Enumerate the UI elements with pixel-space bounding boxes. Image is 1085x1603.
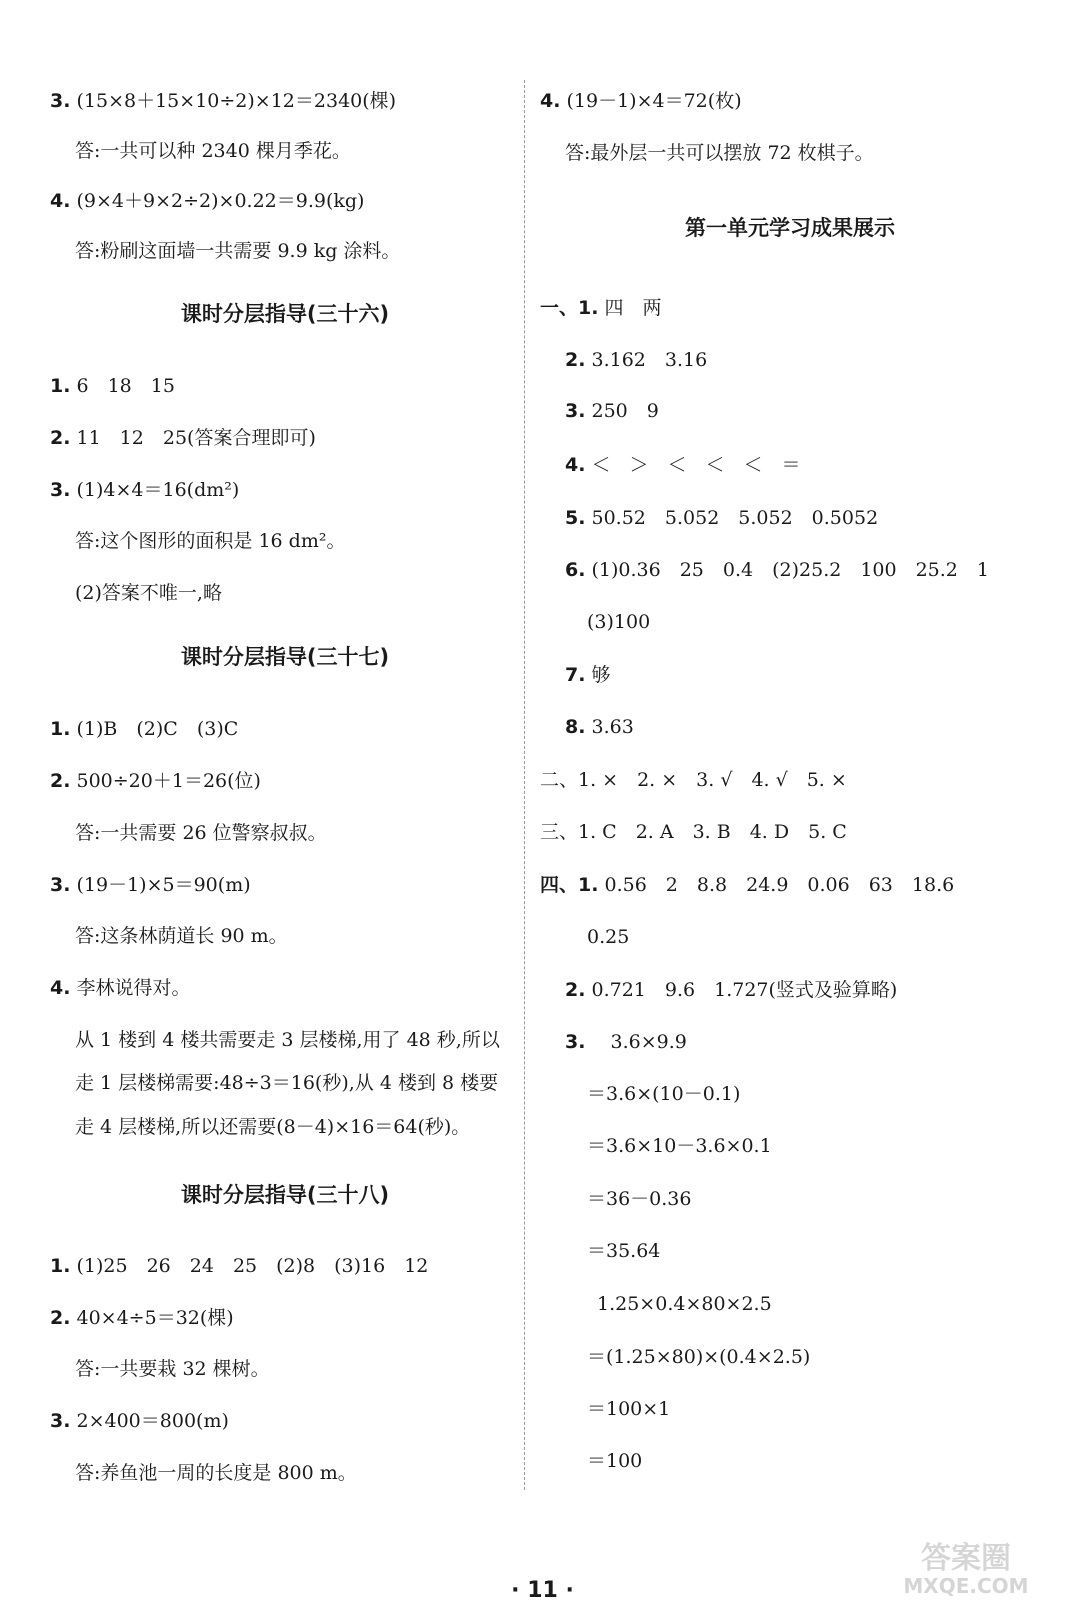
answer-line (540, 767, 847, 793)
item-number: 3. (50, 874, 71, 896)
answer-text: (1)0.36 25 0.4 (2)25.2 100 25.2 1 (591, 559, 989, 581)
item-number: 7. (565, 664, 586, 686)
item-number: 4. (565, 454, 586, 476)
item-number: 2. (565, 349, 586, 371)
answer-line (587, 1396, 670, 1422)
answer-text: (19－1)×5＝90(m) (76, 874, 251, 896)
answer-text: (19－1)×4＝72(枚) (566, 90, 742, 112)
answer-line (597, 1291, 772, 1317)
answer-text: ＝3.6×10－3.6×0.1 (587, 1135, 772, 1157)
section-heading: 课时分层指导(三十六) (180, 302, 390, 326)
answer-line (50, 716, 238, 742)
item-number: 2. (50, 427, 71, 449)
item-number: 四、1. (540, 874, 599, 896)
answer-text: ＝(1.25×80)×(0.4×2.5) (587, 1346, 811, 1368)
item-number: 3. (50, 479, 71, 501)
answer-text: 答:最外层一共可以摆放 72 枚棋子。 (565, 142, 874, 164)
answer-text: 3.162 3.16 (591, 349, 708, 371)
section-heading: 课时分层指导(三十七) (180, 645, 390, 669)
answer-line (50, 975, 191, 1001)
item-number: 6. (565, 559, 586, 581)
answer-line (50, 1305, 234, 1331)
answer-text: 李林说得对。 (76, 977, 191, 999)
answer-line (75, 238, 400, 264)
answer-text: (3)100 (587, 611, 651, 633)
answer-text: 答:这个图形的面积是 16 dm²。 (75, 530, 346, 552)
answer-line (540, 88, 742, 114)
answer-text: 3.6×9.9 (591, 1031, 687, 1053)
answer-text: ＝36－0.36 (587, 1188, 692, 1210)
page-number: · 11 · (511, 1578, 574, 1603)
answer-text: 1.25×0.4×80×2.5 (597, 1293, 772, 1315)
answer-line (75, 1070, 498, 1096)
item-number: 4. (50, 190, 71, 212)
item-number: 1. (50, 1255, 71, 1277)
answer-text: ＝100×1 (587, 1398, 671, 1420)
answer-line (50, 188, 364, 214)
answer-line (75, 923, 288, 949)
answer-text: 40×4÷5＝32(棵) (76, 1307, 234, 1329)
answer-line (75, 1356, 270, 1382)
answer-text: (1)25 26 24 25 (2)8 (3)16 12 (76, 1255, 429, 1277)
answer-line (540, 872, 954, 898)
answer-line (587, 1344, 810, 1370)
answer-line (565, 140, 874, 166)
answer-text: (9×4＋9×2÷2)×0.22＝9.9(kg) (76, 190, 365, 212)
answer-text: 走 4 层楼梯,所以还需要(8－4)×16＝64(秒)。 (75, 1116, 471, 1138)
watermark-logo (861, 1538, 1071, 1598)
answer-line (565, 505, 878, 531)
answer-text: 6 18 15 (76, 375, 175, 397)
item-number: 一、1. (540, 297, 599, 319)
answer-line (565, 1029, 687, 1055)
answer-line (587, 1133, 772, 1159)
item-number: 3. (50, 1410, 71, 1432)
answer-text: 500÷20＋1＝26(位) (76, 770, 261, 792)
answer-text: ＝100 (587, 1450, 643, 1472)
answer-line (50, 477, 239, 503)
answer-line (75, 820, 327, 846)
answer-text: 50.52 5.052 5.052 0.5052 (591, 507, 879, 529)
watermark-bottom: MXQE.COM (903, 1574, 1029, 1598)
answer-line (75, 138, 351, 164)
answer-line (75, 1114, 470, 1140)
item-number: 2. (50, 1307, 71, 1329)
answer-text: 0.25 (587, 926, 630, 948)
item-number: 3. (50, 90, 71, 112)
answer-text: ＝35.64 (587, 1240, 661, 1262)
answer-line (75, 1460, 357, 1486)
answer-line (565, 398, 659, 424)
answer-text: 答:这条林荫道长 90 m。 (75, 925, 288, 947)
answer-text: 走 1 层楼梯需要:48÷3＝16(秒),从 4 楼到 8 楼要 (75, 1072, 499, 1094)
answer-line (565, 557, 989, 583)
answer-line (565, 662, 611, 688)
answer-line (50, 425, 316, 451)
answer-line (587, 609, 650, 635)
answer-text: 11 12 25(答案合理即可) (76, 427, 316, 449)
answer-line (565, 977, 897, 1003)
item-number: 5. (565, 507, 586, 529)
answer-line (75, 580, 222, 606)
item-number: 1. (50, 718, 71, 740)
answer-text: 三、1. C 2. A 3. B 4. D 5. C (540, 821, 847, 843)
answer-line (587, 1186, 691, 1212)
answer-text: 答:一共可以种 2340 棵月季花。 (75, 140, 351, 162)
answer-line (50, 88, 396, 114)
answer-text: (1)B (2)C (3)C (76, 718, 239, 740)
answer-line (50, 872, 251, 898)
answer-line (540, 295, 662, 321)
answer-text: 二、1. × 2. × 3. √ 4. √ 5. × (540, 769, 847, 791)
item-number: 8. (565, 716, 586, 738)
section-heading: 第一单元学习成果展示 (685, 216, 895, 240)
answer-line (50, 373, 175, 399)
answer-text: 0.721 9.6 1.727(竖式及验算略) (591, 979, 898, 1001)
answer-line (50, 1408, 229, 1434)
answer-text: 250 9 (591, 400, 659, 422)
answer-text: 0.56 2 8.8 24.9 0.06 63 18.6 (604, 874, 955, 896)
answer-line (565, 714, 634, 740)
answer-text: 从 1 楼到 4 楼共需要走 3 层楼梯,用了 48 秒,所以 (75, 1029, 500, 1051)
answer-text: 答:一共要栽 32 棵树。 (75, 1358, 270, 1380)
answer-text: (1)4×4＝16(dm²) (76, 479, 240, 501)
item-number: 3. (565, 1031, 586, 1053)
answer-line (587, 1448, 642, 1474)
answer-text: 四 两 (604, 297, 662, 319)
answer-line (565, 347, 707, 373)
answer-line (587, 924, 629, 950)
answer-text: 答:一共需要 26 位警察叔叔。 (75, 822, 327, 844)
answer-line (75, 528, 345, 554)
answer-text: ＜ ＞ ＜ ＜ ＜ ＝ (591, 454, 801, 476)
item-number: 4. (50, 977, 71, 999)
watermark-top: 答案圈 (921, 1541, 1011, 1576)
answer-line (50, 1253, 428, 1279)
answer-text: ＝3.6×(10－0.1) (587, 1083, 741, 1105)
answer-line (565, 452, 801, 478)
answer-text: 答:养鱼池一周的长度是 800 m。 (75, 1462, 357, 1484)
item-number: 1. (50, 375, 71, 397)
answer-text: (15×8＋15×10÷2)×12＝2340(棵) (76, 90, 397, 112)
answer-line (587, 1238, 660, 1264)
answer-line (587, 1081, 740, 1107)
answer-text: 3.63 (591, 716, 634, 738)
column-divider (524, 80, 525, 1490)
answer-text: (2)答案不唯一,略 (75, 582, 222, 604)
answer-text: 够 (591, 664, 611, 686)
answer-line (540, 819, 847, 845)
answer-text: 2×400＝800(m) (76, 1410, 229, 1432)
item-number: 2. (50, 770, 71, 792)
section-heading: 课时分层指导(三十八) (180, 1183, 390, 1207)
answer-text: 答:粉刷这面墙一共需要 9.9 kg 涂料。 (75, 240, 401, 262)
item-number: 4. (540, 90, 561, 112)
answer-line (50, 768, 261, 794)
answer-line (75, 1027, 500, 1053)
item-number: 2. (565, 979, 586, 1001)
item-number: 3. (565, 400, 586, 422)
